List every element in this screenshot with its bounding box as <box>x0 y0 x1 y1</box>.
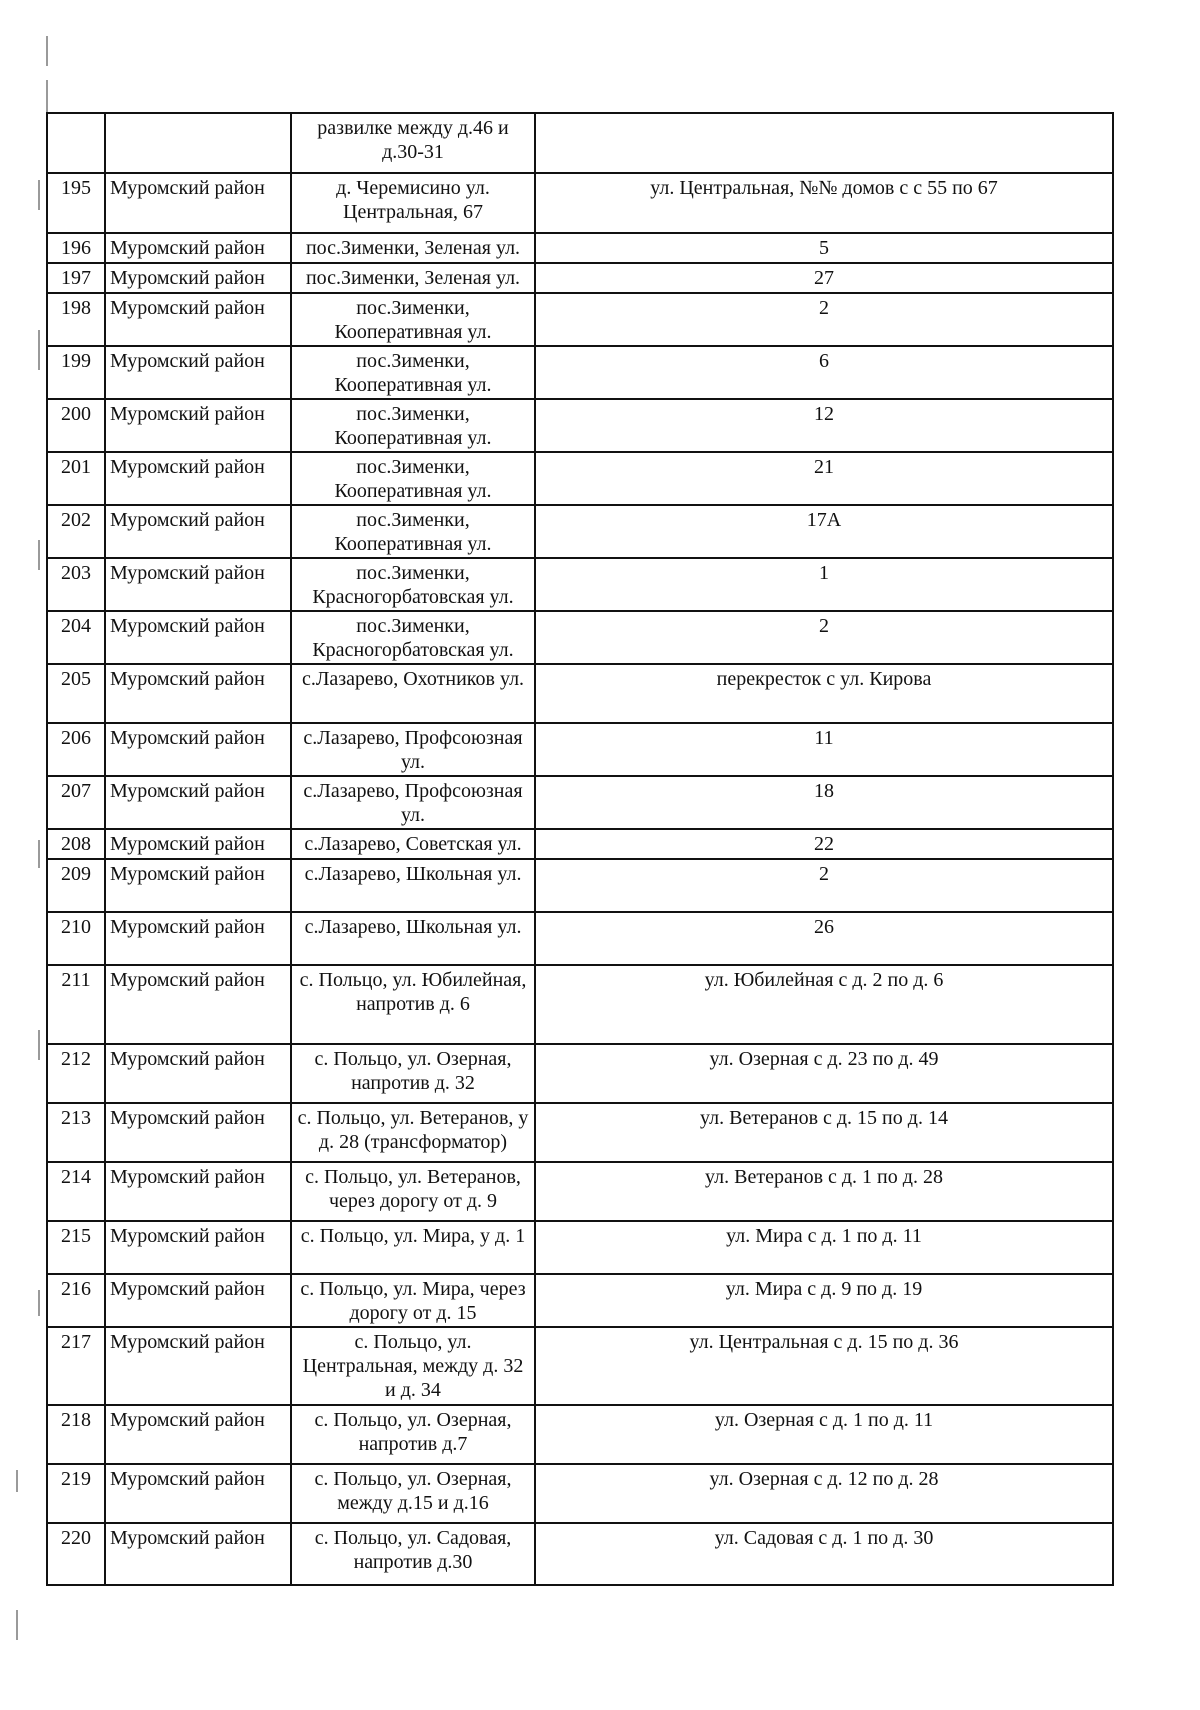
row-number: 212 <box>47 1044 105 1103</box>
table-row <box>47 1274 1113 1327</box>
row-number <box>47 113 105 173</box>
table-row <box>47 1464 1113 1523</box>
houses-cell: 5 <box>535 233 1113 263</box>
row-number: 196 <box>47 233 105 263</box>
address-cell: с.Лазарево, Школьная ул. <box>291 912 535 965</box>
row-number: 203 <box>47 558 105 611</box>
district-cell: Муромский район <box>105 1464 291 1523</box>
district-cell: Муромский район <box>105 399 291 452</box>
table-row <box>47 1044 1113 1103</box>
table-row <box>47 859 1113 912</box>
row-number: 200 <box>47 399 105 452</box>
table-row <box>47 1162 1113 1221</box>
address-cell: пос.Зименки, Кооперативная ул. <box>291 399 535 452</box>
row-number: 204 <box>47 611 105 664</box>
houses-cell: ул. Озерная с д. 23 по д. 49 <box>535 1044 1113 1103</box>
table-row <box>47 1221 1113 1274</box>
houses-cell: 6 <box>535 346 1113 399</box>
district-cell: Муромский район <box>105 1044 291 1103</box>
table-row <box>47 965 1113 1044</box>
table-row <box>47 293 1113 346</box>
district-cell: Муромский район <box>105 1405 291 1464</box>
district-cell: Муромский район <box>105 1162 291 1221</box>
table-row <box>47 776 1113 829</box>
address-cell: пос.Зименки, Кооперативная ул. <box>291 346 535 399</box>
table-row <box>47 113 1113 173</box>
district-cell: Муромский район <box>105 1103 291 1162</box>
address-cell: с. Польцо, ул. Садовая, напротив д.30 <box>291 1523 535 1585</box>
address-cell: с. Польцо, ул. Ветеранов, через дорогу от д. 9 <box>291 1162 535 1221</box>
address-cell: с. Польцо, ул. Ветеранов, у д. 28 (трансформатор) <box>291 1103 535 1162</box>
houses-cell: 12 <box>535 399 1113 452</box>
address-cell: пос.Зименки, Зеленая ул. <box>291 233 535 263</box>
table-row <box>47 263 1113 293</box>
table-row <box>47 912 1113 965</box>
scan-edge-mark <box>46 80 48 114</box>
row-number: 213 <box>47 1103 105 1162</box>
houses-cell: 2 <box>535 293 1113 346</box>
row-number: 209 <box>47 859 105 912</box>
scan-edge-mark <box>38 330 40 370</box>
table-row <box>47 173 1113 233</box>
row-number: 208 <box>47 829 105 859</box>
scan-edge-mark <box>38 180 40 210</box>
row-number: 210 <box>47 912 105 965</box>
row-number: 218 <box>47 1405 105 1464</box>
houses-cell: ул. Юбилейная с д. 2 по д. 6 <box>535 965 1113 1044</box>
address-cell: с. Польцо, ул. Озерная, напротив д. 32 <box>291 1044 535 1103</box>
district-cell: Муромский район <box>105 173 291 233</box>
houses-cell: 21 <box>535 452 1113 505</box>
table-row <box>47 723 1113 776</box>
district-cell: Муромский район <box>105 1274 291 1327</box>
district-cell: Муромский район <box>105 611 291 664</box>
row-number: 214 <box>47 1162 105 1221</box>
address-cell: с.Лазарево, Советская ул. <box>291 829 535 859</box>
address-cell: развилке между д.46 и д.30-31 <box>291 113 535 173</box>
table-row <box>47 829 1113 859</box>
district-cell: Муромский район <box>105 912 291 965</box>
scan-edge-mark <box>16 1470 18 1492</box>
address-cell: пос.Зименки, Кооперативная ул. <box>291 452 535 505</box>
address-cell: д. Черемисино ул. Центральная, 67 <box>291 173 535 233</box>
houses-cell: 2 <box>535 859 1113 912</box>
table-row <box>47 558 1113 611</box>
scan-edge-mark <box>38 540 40 570</box>
district-cell: Муромский район <box>105 346 291 399</box>
row-number: 217 <box>47 1327 105 1405</box>
houses-cell: ул. Озерная с д. 12 по д. 28 <box>535 1464 1113 1523</box>
scan-edge-mark <box>46 36 48 66</box>
table-row <box>47 664 1113 723</box>
row-number: 197 <box>47 263 105 293</box>
district-cell: Муромский район <box>105 233 291 263</box>
district-cell: Муромский район <box>105 558 291 611</box>
address-cell: с. Польцо, ул. Центральная, между д. 32 и д. 34 <box>291 1327 535 1405</box>
table-row <box>47 1103 1113 1162</box>
table-row <box>47 233 1113 263</box>
address-cell: с.Лазарево, Профсоюзная ул. <box>291 776 535 829</box>
table-row <box>47 399 1113 452</box>
district-cell: Муромский район <box>105 776 291 829</box>
scan-edge-mark <box>38 840 40 868</box>
address-cell: с.Лазарево, Школьная ул. <box>291 859 535 912</box>
table-row <box>47 1327 1113 1405</box>
row-number: 211 <box>47 965 105 1044</box>
row-number: 201 <box>47 452 105 505</box>
address-cell: с. Польцо, ул. Юбилейная, напротив д. 6 <box>291 965 535 1044</box>
table-row <box>47 452 1113 505</box>
address-cell: пос.Зименки, Кооперативная ул. <box>291 505 535 558</box>
table-row <box>47 1523 1113 1585</box>
district-cell: Муромский район <box>105 664 291 723</box>
houses-cell: ул. Озерная с д. 1 по д. 11 <box>535 1405 1113 1464</box>
table-row <box>47 1405 1113 1464</box>
row-number: 206 <box>47 723 105 776</box>
table-row <box>47 611 1113 664</box>
table-row <box>47 346 1113 399</box>
district-cell <box>105 113 291 173</box>
district-cell: Муромский район <box>105 829 291 859</box>
houses-cell: 22 <box>535 829 1113 859</box>
row-number: 216 <box>47 1274 105 1327</box>
houses-cell: ул. Мира с д. 1 по д. 11 <box>535 1221 1113 1274</box>
houses-cell: ул. Центральная, №№ домов с с 55 по 67 <box>535 173 1113 233</box>
houses-cell: ул. Центральная с д. 15 по д. 36 <box>535 1327 1113 1405</box>
row-number: 205 <box>47 664 105 723</box>
houses-cell: 1 <box>535 558 1113 611</box>
address-cell: пос.Зименки, Красногорбатовская ул. <box>291 558 535 611</box>
houses-cell: ул. Садовая с д. 1 по д. 30 <box>535 1523 1113 1585</box>
houses-cell: перекресток с ул. Кирова <box>535 664 1113 723</box>
table-row <box>47 505 1113 558</box>
district-cell: Муромский район <box>105 1327 291 1405</box>
district-cell: Муромский район <box>105 263 291 293</box>
locations-table <box>46 112 1114 1586</box>
houses-cell: 18 <box>535 776 1113 829</box>
address-cell: с. Польцо, ул. Мира, у д. 1 <box>291 1221 535 1274</box>
row-number: 195 <box>47 173 105 233</box>
scan-edge-mark <box>38 1290 40 1316</box>
row-number: 202 <box>47 505 105 558</box>
district-cell: Муромский район <box>105 1523 291 1585</box>
row-number: 220 <box>47 1523 105 1585</box>
row-number: 215 <box>47 1221 105 1274</box>
row-number: 219 <box>47 1464 105 1523</box>
houses-cell: ул. Ветеранов с д. 1 по д. 28 <box>535 1162 1113 1221</box>
address-cell: пос.Зименки, Красногорбатовская ул. <box>291 611 535 664</box>
houses-cell <box>535 113 1113 173</box>
district-cell: Муромский район <box>105 965 291 1044</box>
houses-cell: 17А <box>535 505 1113 558</box>
address-cell: пос.Зименки, Зеленая ул. <box>291 263 535 293</box>
district-cell: Муромский район <box>105 452 291 505</box>
address-cell: с. Польцо, ул. Мира, через дорогу от д. 15 <box>291 1274 535 1327</box>
district-cell: Муромский район <box>105 505 291 558</box>
district-cell: Муромский район <box>105 859 291 912</box>
address-cell: с. Польцо, ул. Озерная, между д.15 и д.16 <box>291 1464 535 1523</box>
row-number: 199 <box>47 346 105 399</box>
scan-edge-mark <box>38 1030 40 1060</box>
address-cell: с. Польцо, ул. Озерная, напротив д.7 <box>291 1405 535 1464</box>
row-number: 198 <box>47 293 105 346</box>
houses-cell: ул. Ветеранов с д. 15 по д. 14 <box>535 1103 1113 1162</box>
district-cell: Муромский район <box>105 723 291 776</box>
scan-edge-mark <box>16 1610 18 1640</box>
houses-cell: 27 <box>535 263 1113 293</box>
houses-cell: 26 <box>535 912 1113 965</box>
row-number: 207 <box>47 776 105 829</box>
address-cell: пос.Зименки, Кооперативная ул. <box>291 293 535 346</box>
district-cell: Муромский район <box>105 1221 291 1274</box>
district-cell: Муромский район <box>105 293 291 346</box>
houses-cell: 2 <box>535 611 1113 664</box>
houses-cell: ул. Мира с д. 9 по д. 19 <box>535 1274 1113 1327</box>
houses-cell: 11 <box>535 723 1113 776</box>
address-cell: с.Лазарево, Профсоюзная ул. <box>291 723 535 776</box>
address-cell: с.Лазарево, Охотников ул. <box>291 664 535 723</box>
